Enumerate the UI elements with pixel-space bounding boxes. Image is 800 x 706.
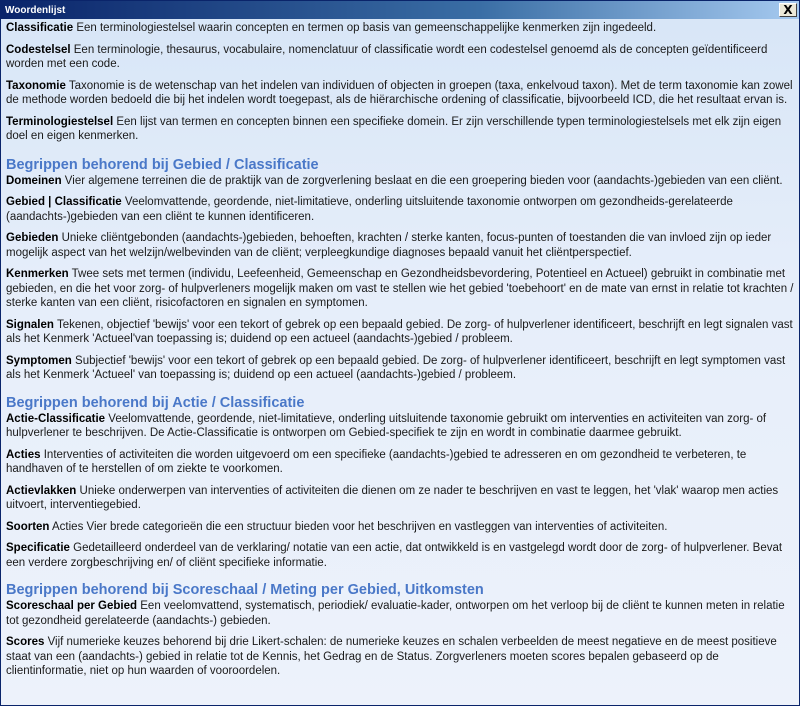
glossary-entry bbox=[6, 174, 794, 189]
entry-term: Taxonomie bbox=[6, 79, 66, 92]
glossary-entry bbox=[6, 412, 794, 441]
entry-definition: Veelomvattende, geordende, niet-limitatieve, onderling uitsluitende taxonomie ontworpen om gezondheids-gerelateerde (aandachts-)gebieden van een cliënt te kunnen identificeren. bbox=[6, 196, 733, 223]
glossary-entry bbox=[6, 520, 794, 535]
section-heading-scoreschaal: Begrippen behorend bij Scoreschaal / Meting per Gebied, Uitkomsten bbox=[6, 582, 484, 598]
glossary-entry bbox=[6, 21, 794, 36]
glossary-entry bbox=[6, 231, 794, 260]
entry-term: Scores bbox=[6, 636, 45, 648]
entry-definition: Veelomvattende, geordende, niet-limitatieve, onderling uitsluitende taxonomie gebruikt om interventies en activiteiten van zorg- of hulpverlener te beschrijven. De Actie-Classificatie is ontworpen om Gebied-specifiek te zijn en wordt in combinatie daarmee gebruikt. bbox=[6, 412, 767, 439]
entry-term: Signalen bbox=[6, 318, 54, 331]
glossary-entry bbox=[6, 195, 794, 224]
glossary-entry bbox=[6, 354, 794, 383]
window-title: Woordenlijst bbox=[5, 4, 66, 16]
entry-definition: Een lijst van termen en concepten binnen een specifieke domein. Er zijn verschillende typen terminologiestelsels met elk zijn eigen doel en eigen kenmerken. bbox=[6, 115, 782, 142]
glossary-entry bbox=[6, 448, 794, 477]
entry-term: Symptomen bbox=[6, 354, 72, 367]
entry-term: Codestelsel bbox=[6, 43, 71, 56]
entry-term: Classificatie bbox=[6, 22, 74, 34]
entry-term: Terminologiestelsel bbox=[6, 115, 114, 128]
glossary-entry bbox=[6, 635, 794, 679]
entry-term: Domeinen bbox=[6, 174, 62, 187]
glossary-content bbox=[1, 19, 799, 705]
entry-definition: Tekenen, objectief 'bewijs' voor een tekort of gebrek op een bepaald gebied. De zorg- of hulpverlener identificeert, beschrijft en legt signalen vast als het Kenmerk 'Actueel'van toepassing is; duidend op een actueel (aandachts-)gebied / probleem. bbox=[6, 318, 793, 345]
entry-definition: Unieke onderwerpen van interventies of activiteiten die dienen om ze nader te beschrijven en vast te leggen, het 'vlak' waarop men acties uitvoert, interventiegebied. bbox=[6, 484, 779, 511]
glossary-entry bbox=[6, 43, 794, 72]
entry-definition: Vier algemene terreinen die de praktijk van de zorgverlening beslaat en die een groepering bieden voor (aandachts-)gebieden van een cliënt. bbox=[64, 174, 783, 187]
entry-definition: Subjectief 'bewijs' voor een tekort of gebrek op een bepaald gebied. De zorg- of hulpverlener identificeert, beschrijft en legt symptomen vast als het Kenmerk 'Actueel' van toepassing is; duidend op een actueel (aandachts-)gebied / probleem. bbox=[6, 354, 786, 381]
section-heading-gebied: Begrippen behorend bij Gebied / Classificatie bbox=[6, 156, 319, 173]
entry-term: Gebieden bbox=[6, 232, 59, 244]
entry-term: Scoreschaal per Gebied bbox=[6, 600, 138, 612]
entry-term: Kenmerken bbox=[6, 268, 69, 280]
close-button[interactable]: X bbox=[779, 3, 797, 17]
entry-term: Actie-Classificatie bbox=[6, 412, 106, 425]
entry-term: Acties bbox=[6, 448, 41, 461]
glossary-entry bbox=[6, 599, 794, 628]
title-bar[interactable] bbox=[1, 1, 799, 19]
glossary-entry bbox=[6, 541, 794, 570]
glossary-entry bbox=[6, 79, 794, 108]
entry-definition: Gedetailleerd onderdeel van de verklaring/ notatie van een actie, dat ontwikkeld is en vastgelegd wordt door de zorg- of hulpverlener. Bevat een verdere zorgbeschrijving en/ of cliënt specifieke informatie. bbox=[6, 542, 783, 569]
glossary-entry bbox=[6, 115, 794, 144]
glossary-entry bbox=[6, 318, 794, 347]
entry-definition: Een veelomvattend, systematisch, periodiek/ evaluatie-kader, ontworpen om het verloop bij de cliënt te kunnen meten in relatie tot gezondheid gerelateerde (aandachts-) gebieden. bbox=[6, 600, 785, 627]
section-heading-actie: Begrippen behorend bij Actie / Classificatie bbox=[6, 394, 305, 411]
glossary-entry bbox=[6, 484, 794, 513]
entry-definition: Unieke cliëntgebonden (aandachts-)gebieden, behoeften, krachten / sterke kanten, focus-punten of toestanden die van invloed zijn op ieder mogelijk aspect van het welzijn/welbevinden van de cliënt; verpleegkundige diagnoses bepaald vanuit het cliëntperspectief. bbox=[6, 232, 772, 259]
entry-definition: Twee sets met termen (individu, Leefeenheid, Gemeenschap en Gezondheidsbevordering, Potentieel en Actueel) gebruikt in combinatie met gebieden, en die het voor zorg- of hulpverleners mogelijk maken om vast te stellen wie het gebied 'toebehoort' en de mate van ernst in relatie tot krachten / sterke kanten van een cliënt, risicofactoren en signalen en symptomen. bbox=[6, 268, 794, 309]
entry-definition: Een terminologiestelsel waarin concepten en termen op basis van gemeenschappelijke kenmerken zijn ingedeeld. bbox=[76, 22, 657, 34]
glossary-entry bbox=[6, 267, 794, 311]
entry-definition: Een terminologie, thesaurus, vocabulaire, nomenclatuur of classificatie wordt een codestelsel genoemd als de concepten geïdentificeerd worden met een code. bbox=[6, 43, 768, 70]
entry-definition: Interventies of activiteiten die worden uitgevoerd om een specifieke (aandachts-)gebied te adresseren en om gezondheid te verbeteren, te handhaven of te herstellen of om ziekte te voorkomen. bbox=[6, 448, 747, 475]
entry-term: Specificatie bbox=[6, 542, 70, 554]
entry-definition: Taxonomie is de wetenschap van het indelen van individuen of objecten in groepen (taxa, enkelvoud taxon). Met de term taxonomie kan zowel de methode worden bedoeld die bij het indelen wordt toegepast, als de hiërarchische ordening of classificatie, bijvoorbeeld ICD, die het resultaat ervan is. bbox=[6, 79, 793, 106]
entry-term: Actievlakken bbox=[6, 484, 77, 497]
entry-definition: Vijf numerieke keuzes behorend bij drie Likert-schalen: de numerieke keuzes en schalen verbeelden de meest negatieve en de meest positieve staat van een (aandachts-) gebied in relatie tot de Kennis, het Gedrag en de Status. Zorgverleners moeten scores bepalen gebaseerd op de clientinformatie, niet op hun waarden of vooroordelen. bbox=[6, 636, 777, 677]
entry-term: Gebied | Classificatie bbox=[6, 196, 122, 208]
entry-term: Soorten bbox=[6, 520, 50, 533]
entry-definition: Acties Vier brede categorieën die een structuur bieden voor het beschrijven en vastleggen van interventies of activiteiten. bbox=[52, 520, 668, 533]
